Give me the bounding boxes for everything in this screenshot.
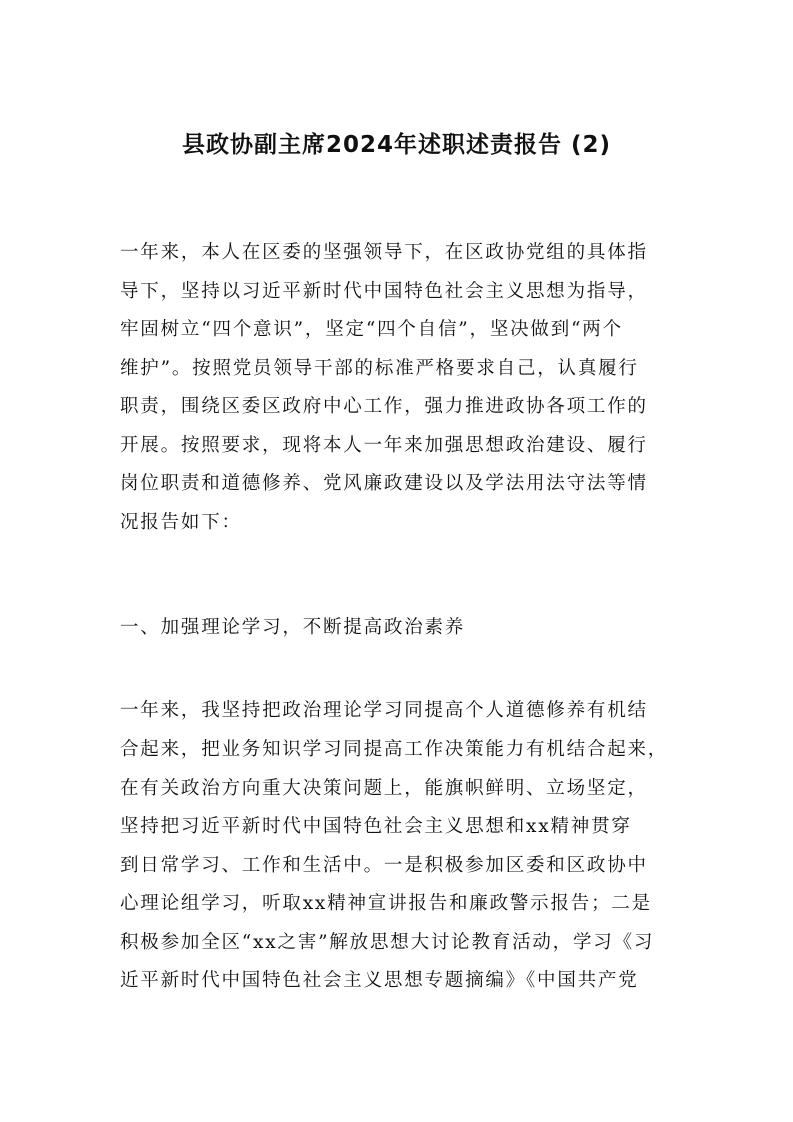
paragraph-2-line: 合起来，把业务知识学习同提高工作决策能力有机结合起来， — [120, 739, 669, 760]
document-title: 县政协副主席2024年述职述责报告 (2) — [181, 132, 612, 158]
paragraph-2-line: 在有关政治方向重大决策问题上，能旗帜鲜明、立场坚定， — [120, 778, 648, 799]
paragraph-1-line: 一年来，本人在区委的坚强领导下，在区政协党组的具体指 — [120, 242, 648, 263]
paragraph-1-line: 岗位职责和道德修养、党风廉政建设以及学法用法守法等情 — [120, 473, 648, 494]
paragraph-1-line: 况报告如下： — [120, 512, 242, 533]
section-heading-1: 一、加强理论学习，不断提高政治素养 — [120, 617, 466, 638]
paragraph-2-line: 积极参加全区“xx之害”解放思想大讨论教育活动，学习《习 — [120, 932, 655, 953]
paragraph-2-line: 到日常学习、工作和生活中。一是积极参加区委和区政协中 — [120, 855, 648, 876]
paragraph-1-line: 维护”。按照党员领导干部的标准严格要求自己，认真履行 — [120, 358, 639, 379]
paragraph-1-line: 导下，坚持以习近平新时代中国特色社会主义思想为指导， — [120, 281, 648, 302]
paragraph-1-line: 牢固树立“四个意识”，坚定“四个自信”，坚决做到“两个 — [120, 319, 623, 340]
paragraph-2-line: 心理论组学习，听取xx精神宣讲报告和廉政警示报告；二是 — [120, 893, 652, 914]
paragraph-1-line: 职责，围绕区委区政府中心工作，强力推进政协各项工作的 — [120, 396, 648, 417]
paragraph-1-line: 开展。按照要求，现将本人一年来加强思想政治建设、履行 — [120, 435, 648, 456]
paragraph-2-line: 一年来，我坚持把政治理论学习同提高个人道德修养有机结 — [120, 700, 648, 721]
paragraph-2-line: 近平新时代中国特色社会主义思想专题摘编》《中国共产党 — [120, 970, 639, 991]
paragraph-2-line: 坚持把习近平新时代中国特色社会主义思想和xx精神贯穿 — [120, 816, 632, 837]
